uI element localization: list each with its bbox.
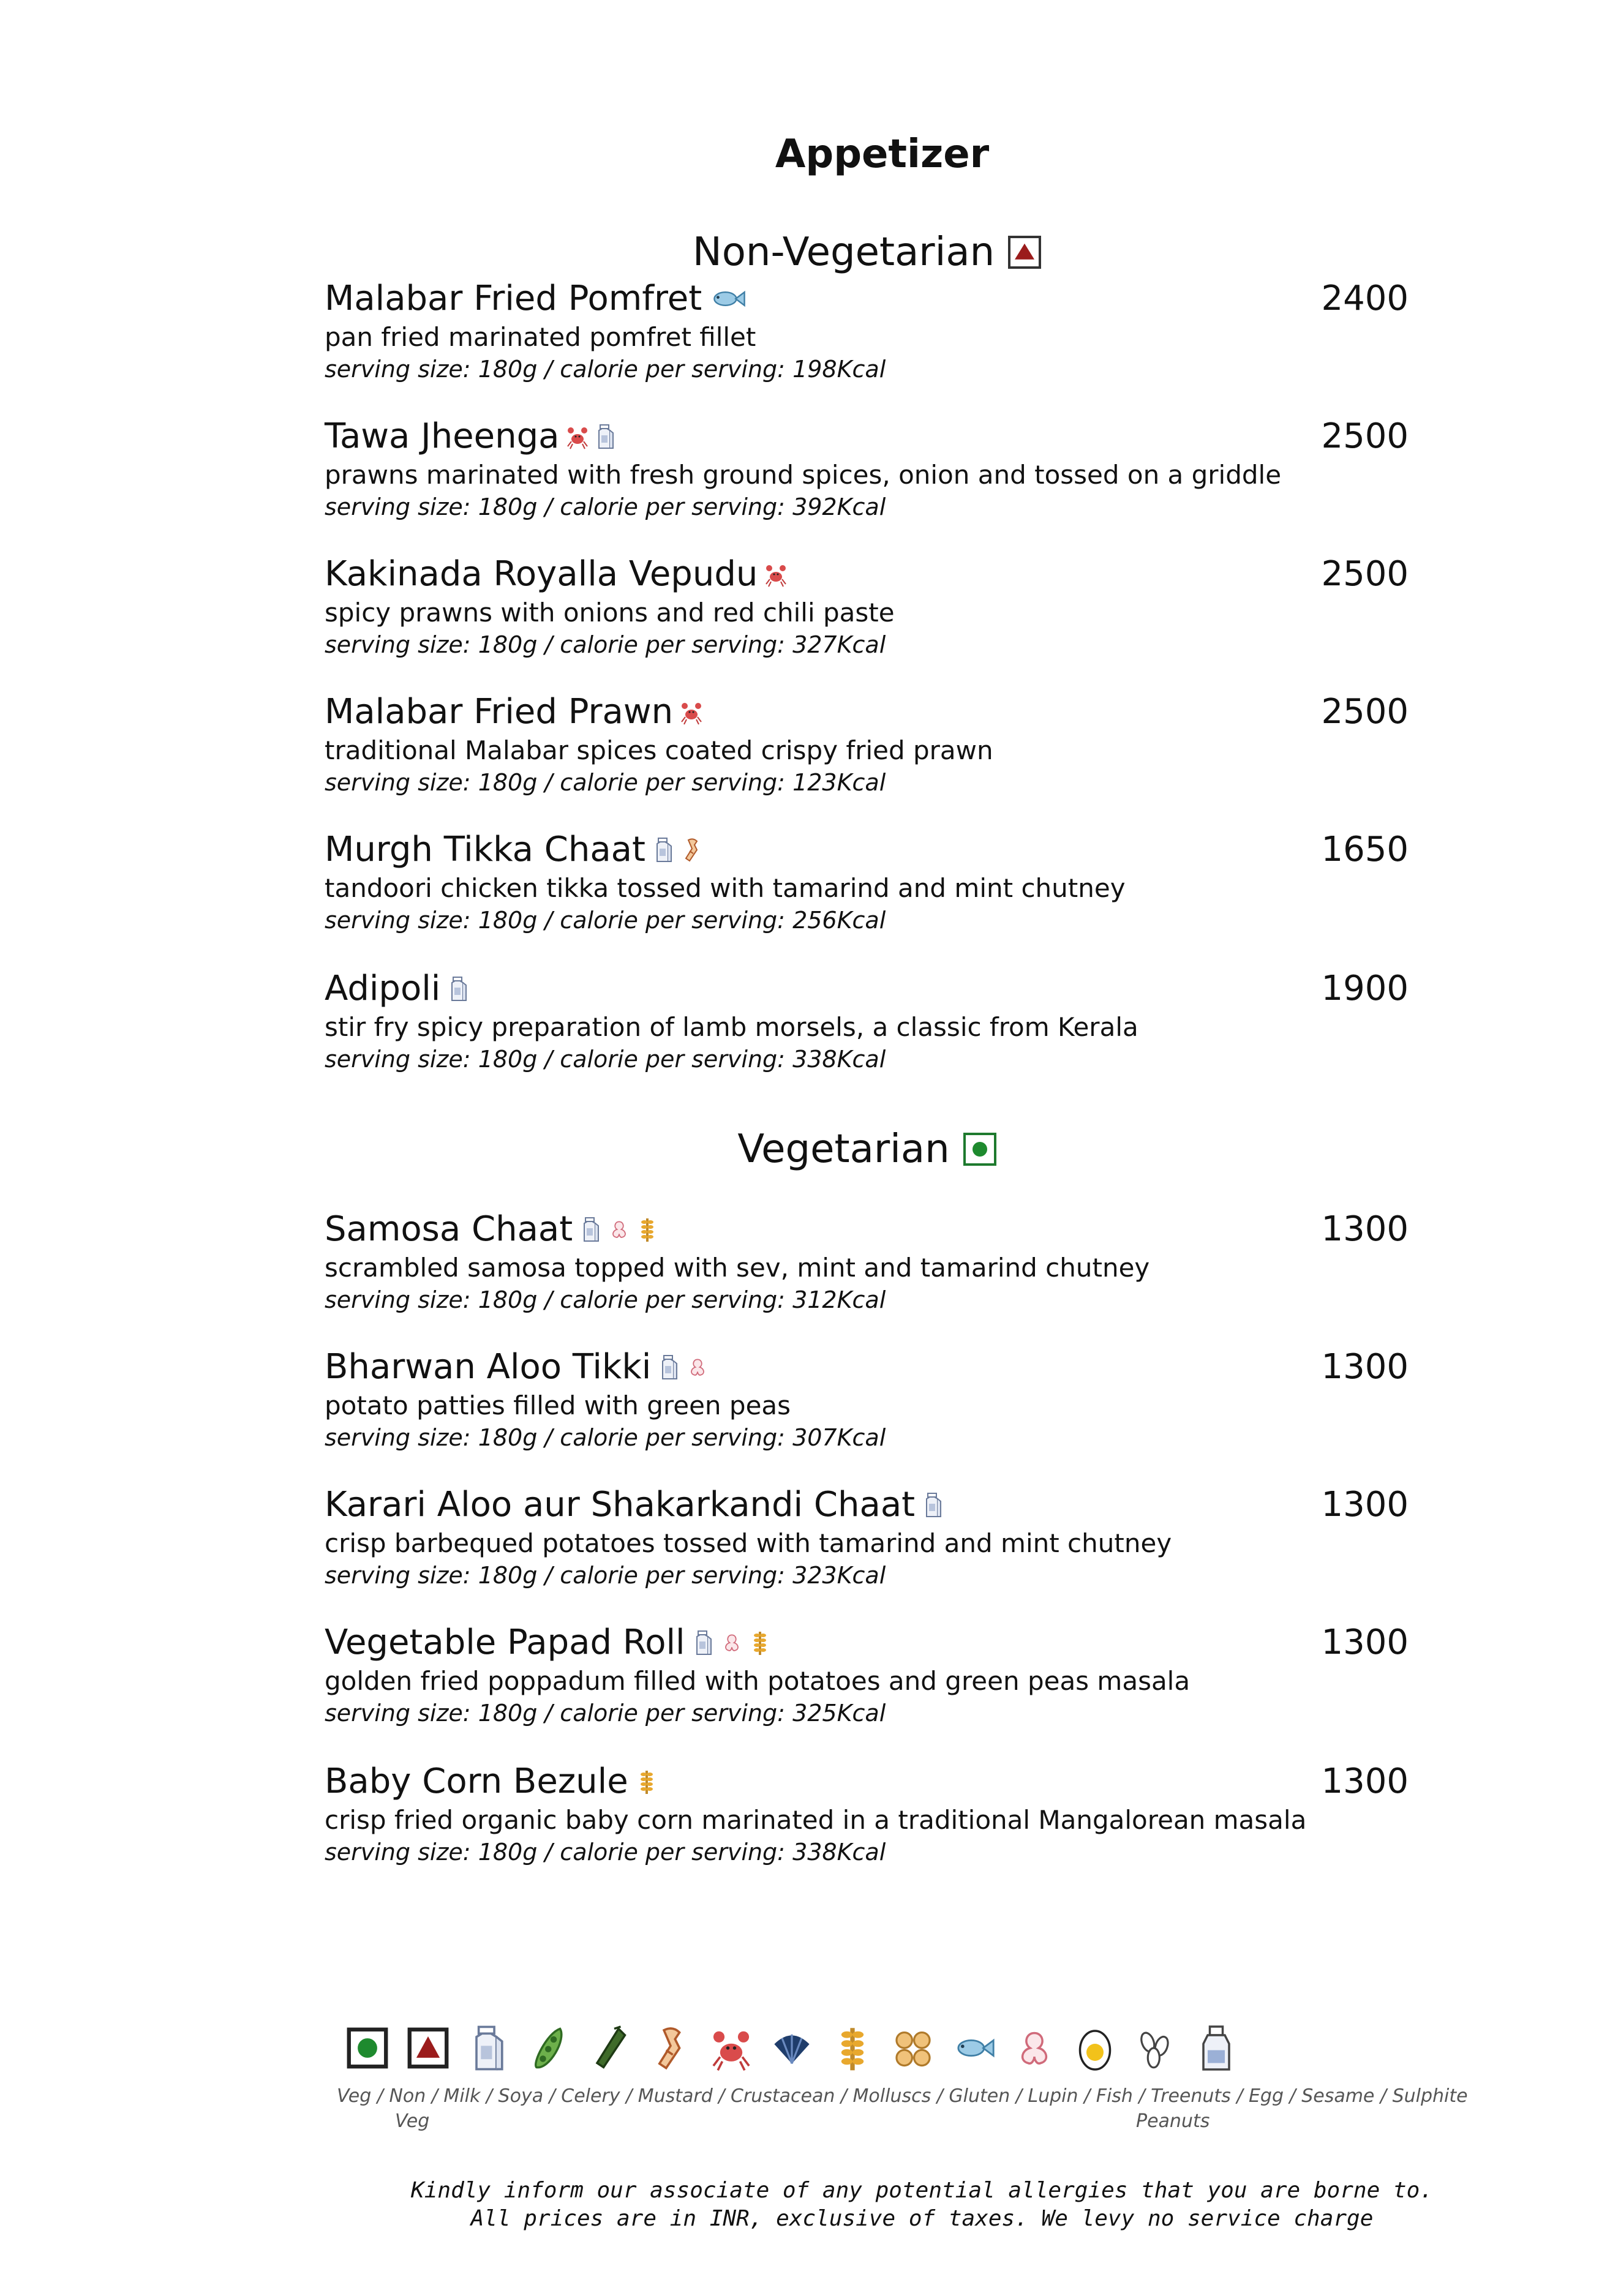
menu-item-serving: serving size: 180g / calorie per serving: 307Kcal: [325, 1424, 886, 1451]
menu-item-title: [325, 1761, 658, 1801]
menu-item-serving: serving size: 180g / calorie per serving: 312Kcal: [325, 1286, 886, 1313]
menu-item-name: Baby Corn Bezule: [325, 1761, 628, 1801]
nonveg-mark-icon: [1008, 236, 1041, 269]
allergen-icons: [580, 1216, 658, 1243]
milk-icon: [448, 975, 470, 1002]
menu-item-title: [325, 969, 470, 1008]
menu-item-description: crisp barbequed potatoes tossed with tamarind and mint chutney: [325, 1528, 1172, 1558]
milk-icon: [658, 1354, 680, 1381]
menu-item-bharwan-aloo-tikki: [325, 1347, 1409, 1451]
legend-gluten-icon: [822, 2014, 882, 2082]
milk-icon: [653, 836, 675, 863]
menu-item-row: [325, 1347, 1409, 1387]
legend-lupin-icon: [882, 2014, 943, 2082]
milk-icon: [595, 423, 617, 450]
menu-item-title: [325, 1623, 771, 1662]
menu-item-row: [325, 1485, 1409, 1525]
gluten-icon: [636, 1216, 658, 1243]
menu-item-karari-aloo-aur-shakarkandi-chaat: [325, 1485, 1409, 1589]
legend-soya-icon: [519, 2014, 579, 2082]
menu-item-price: 2500: [1321, 416, 1409, 456]
menu-item-serving: serving size: 180g / calorie per serving: 198Kcal: [325, 356, 886, 383]
menu-item-row: [325, 554, 1409, 594]
menu-item-row: [325, 830, 1409, 869]
menu-item-description: golden fried poppadum filled with potatoes and green peas masala: [325, 1666, 1191, 1696]
legend-veg-icon: [337, 2014, 397, 2082]
menu-item-price: 2500: [1321, 692, 1409, 732]
footer-note: [0, 2177, 1599, 2233]
gluten-icon: [636, 1768, 658, 1795]
treenut-icon: [721, 1629, 743, 1656]
menu-item-row: [325, 416, 1409, 456]
legend-sesame-icon: [1125, 2014, 1186, 2082]
section-heading-nonveg-label: Non-Vegetarian: [692, 230, 995, 275]
menu-item-row: [325, 1761, 1409, 1801]
menu-item-description: traditional Malabar spices coated crispy fried prawn: [325, 735, 993, 765]
menu-item-title: [325, 830, 703, 869]
menu-item-title: [325, 1485, 944, 1525]
menu-item-row: [325, 1209, 1409, 1249]
section-heading-nonveg: [0, 230, 1599, 275]
legend-treenut-icon: [1004, 2014, 1064, 2082]
treenut-icon: [608, 1216, 630, 1243]
menu-item-row: [325, 969, 1409, 1008]
menu-item-serving: serving size: 180g / calorie per serving: 392Kcal: [325, 493, 886, 520]
menu-item-serving: serving size: 180g / calorie per serving: 256Kcal: [325, 907, 886, 934]
allergen-icons: [448, 975, 470, 1002]
allergen-icons: [765, 561, 787, 588]
menu-item-description: potato patties filled with green peas: [325, 1390, 791, 1420]
footer-line-prices: All prices are in INR, exclusive of taxes. We levy no service charge: [470, 2206, 1374, 2231]
menu-item-price: 1300: [1321, 1761, 1409, 1801]
legend-sulphite-icon: [1186, 2014, 1246, 2082]
menu-item-name: Malabar Fried Prawn: [325, 692, 674, 732]
section-heading-veg: [0, 1127, 1599, 1172]
section-heading-veg-label: Vegetarian: [737, 1127, 950, 1172]
menu-item-kakinada-royalla-vepudu: [325, 554, 1409, 658]
menu-item-row: [325, 692, 1409, 732]
menu-item-serving: serving size: 180g / calorie per serving: 123Kcal: [325, 769, 886, 796]
menu-item-description: stir fry spicy preparation of lamb morsels, a classic from Kerala: [325, 1012, 1138, 1042]
menu-item-malabar-fried-prawn: [325, 692, 1409, 796]
allergen-icons: [709, 285, 746, 312]
legend-mustard-icon: [640, 2014, 701, 2082]
allergen-icons: [680, 699, 702, 726]
menu-item-price: 1300: [1321, 1347, 1409, 1387]
menu-item-title: [325, 554, 787, 594]
menu-item-title: [325, 692, 702, 732]
crustacean-icon: [680, 699, 702, 726]
milk-icon: [922, 1491, 944, 1518]
menu-item-row: [325, 1623, 1409, 1662]
legend-fish-icon: [943, 2014, 1004, 2082]
menu-item-murgh-tikka-chaat: [325, 830, 1409, 934]
menu-item-price: 2400: [1321, 279, 1409, 318]
menu-item-name: Samosa Chaat: [325, 1209, 573, 1249]
gluten-icon: [749, 1629, 771, 1656]
menu-item-serving: serving size: 180g / calorie per serving: 338Kcal: [325, 1839, 886, 1866]
menu-item-name: Bharwan Aloo Tikki: [325, 1347, 652, 1387]
fish-icon: [709, 285, 746, 312]
legend-nonveg-icon: [397, 2014, 458, 2082]
allergen-icons: [653, 836, 703, 863]
menu-item-title: [325, 1209, 658, 1249]
footer-line-allergies: Kindly inform our associate of any potential allergies that you are borne to.: [411, 2178, 1433, 2203]
legend-egg-icon: [1064, 2014, 1125, 2082]
legend-sublabels: [337, 2110, 1433, 2137]
menu-item-price: 2500: [1321, 554, 1409, 594]
menu-item-malabar-fried-pomfret: [325, 279, 1409, 383]
menu-item-name: Malabar Fried Pomfret: [325, 279, 702, 318]
veg-mark-icon: [963, 1133, 996, 1166]
menu-item-row: [325, 279, 1409, 318]
menu-item-name: Vegetable Papad Roll: [325, 1623, 685, 1662]
allergen-icons: [922, 1491, 944, 1518]
menu-item-title: [325, 1347, 709, 1387]
menu-item-price: 1300: [1321, 1485, 1409, 1525]
menu-item-name: Kakinada Royalla Vepudu: [325, 554, 758, 594]
milk-icon: [693, 1629, 715, 1656]
allergen-legend: [337, 2014, 1468, 2137]
menu-item-serving: serving size: 180g / calorie per serving: 323Kcal: [325, 1562, 886, 1589]
allergen-icons: [658, 1354, 709, 1381]
menu-item-name: Murgh Tikka Chaat: [325, 830, 645, 869]
menu-item-description: pan fried marinated pomfret fillet: [325, 322, 756, 352]
menu-item-samosa-chaat: [325, 1209, 1409, 1313]
menu-item-price: 1900: [1321, 969, 1409, 1008]
menu-item-description: tandoori chicken tikka tossed with tamarind and mint chutney: [325, 873, 1126, 903]
legend-crustacean-icon: [701, 2014, 761, 2082]
menu-item-serving: serving size: 180g / calorie per serving: 325Kcal: [325, 1700, 886, 1727]
legend-icon-row: [337, 2014, 1433, 2082]
menu-item-price: 1300: [1321, 1209, 1409, 1249]
menu-item-serving: serving size: 180g / calorie per serving: 327Kcal: [325, 631, 886, 658]
legend-molluscs-icon: [761, 2014, 822, 2082]
menu-item-description: scrambled samosa topped with sev, mint and tamarind chutney: [325, 1253, 1150, 1283]
treenut-icon: [687, 1354, 709, 1381]
crustacean-icon: [566, 423, 589, 450]
milk-icon: [580, 1216, 602, 1243]
crustacean-icon: [765, 561, 787, 588]
legend-milk-icon: [458, 2014, 519, 2082]
menu-item-price: 1300: [1321, 1623, 1409, 1662]
menu-item-baby-corn-bezule: [325, 1761, 1409, 1866]
legend-celery-icon: [579, 2014, 640, 2082]
legend-sub-peanuts: Peanuts: [1136, 2110, 1210, 2132]
allergen-icons: [693, 1629, 771, 1656]
menu-item-description: crisp fried organic baby corn marinated in a traditional Mangalorean masala: [325, 1805, 1307, 1835]
menu-item-description: prawns marinated with fresh ground spices, onion and tossed on a griddle: [325, 460, 1282, 490]
menu-item-adipoli: [325, 969, 1409, 1073]
menu-item-name: Tawa Jheenga: [325, 416, 560, 456]
menu-item-title: [325, 279, 746, 318]
allergen-icons: [636, 1768, 658, 1795]
legend-sub-nonveg: Veg: [395, 2110, 430, 2132]
menu-item-serving: serving size: 180g / calorie per serving: 338Kcal: [325, 1046, 886, 1073]
menu-item-title: [325, 416, 617, 456]
menu-item-price: 1650: [1321, 830, 1409, 869]
allergen-icons: [566, 423, 617, 450]
mustard-icon: [681, 836, 703, 863]
legend-labels: Veg / Non / Milk / Soya / Celery / Mustard / Crustacean / Molluscs / Gluten / Lupin / Fish / Treenuts / Egg / Sesame / Sulphite: [337, 2085, 1468, 2107]
page-title: Appetizer: [775, 132, 990, 177]
menu-item-tawa-jheenga: [325, 416, 1409, 520]
menu-item-vegetable-papad-roll: [325, 1623, 1409, 1727]
menu-item-description: spicy prawns with onions and red chili paste: [325, 598, 895, 628]
menu-item-name: Adipoli: [325, 969, 441, 1008]
menu-item-name: Karari Aloo aur Shakarkandi Chaat: [325, 1485, 916, 1525]
